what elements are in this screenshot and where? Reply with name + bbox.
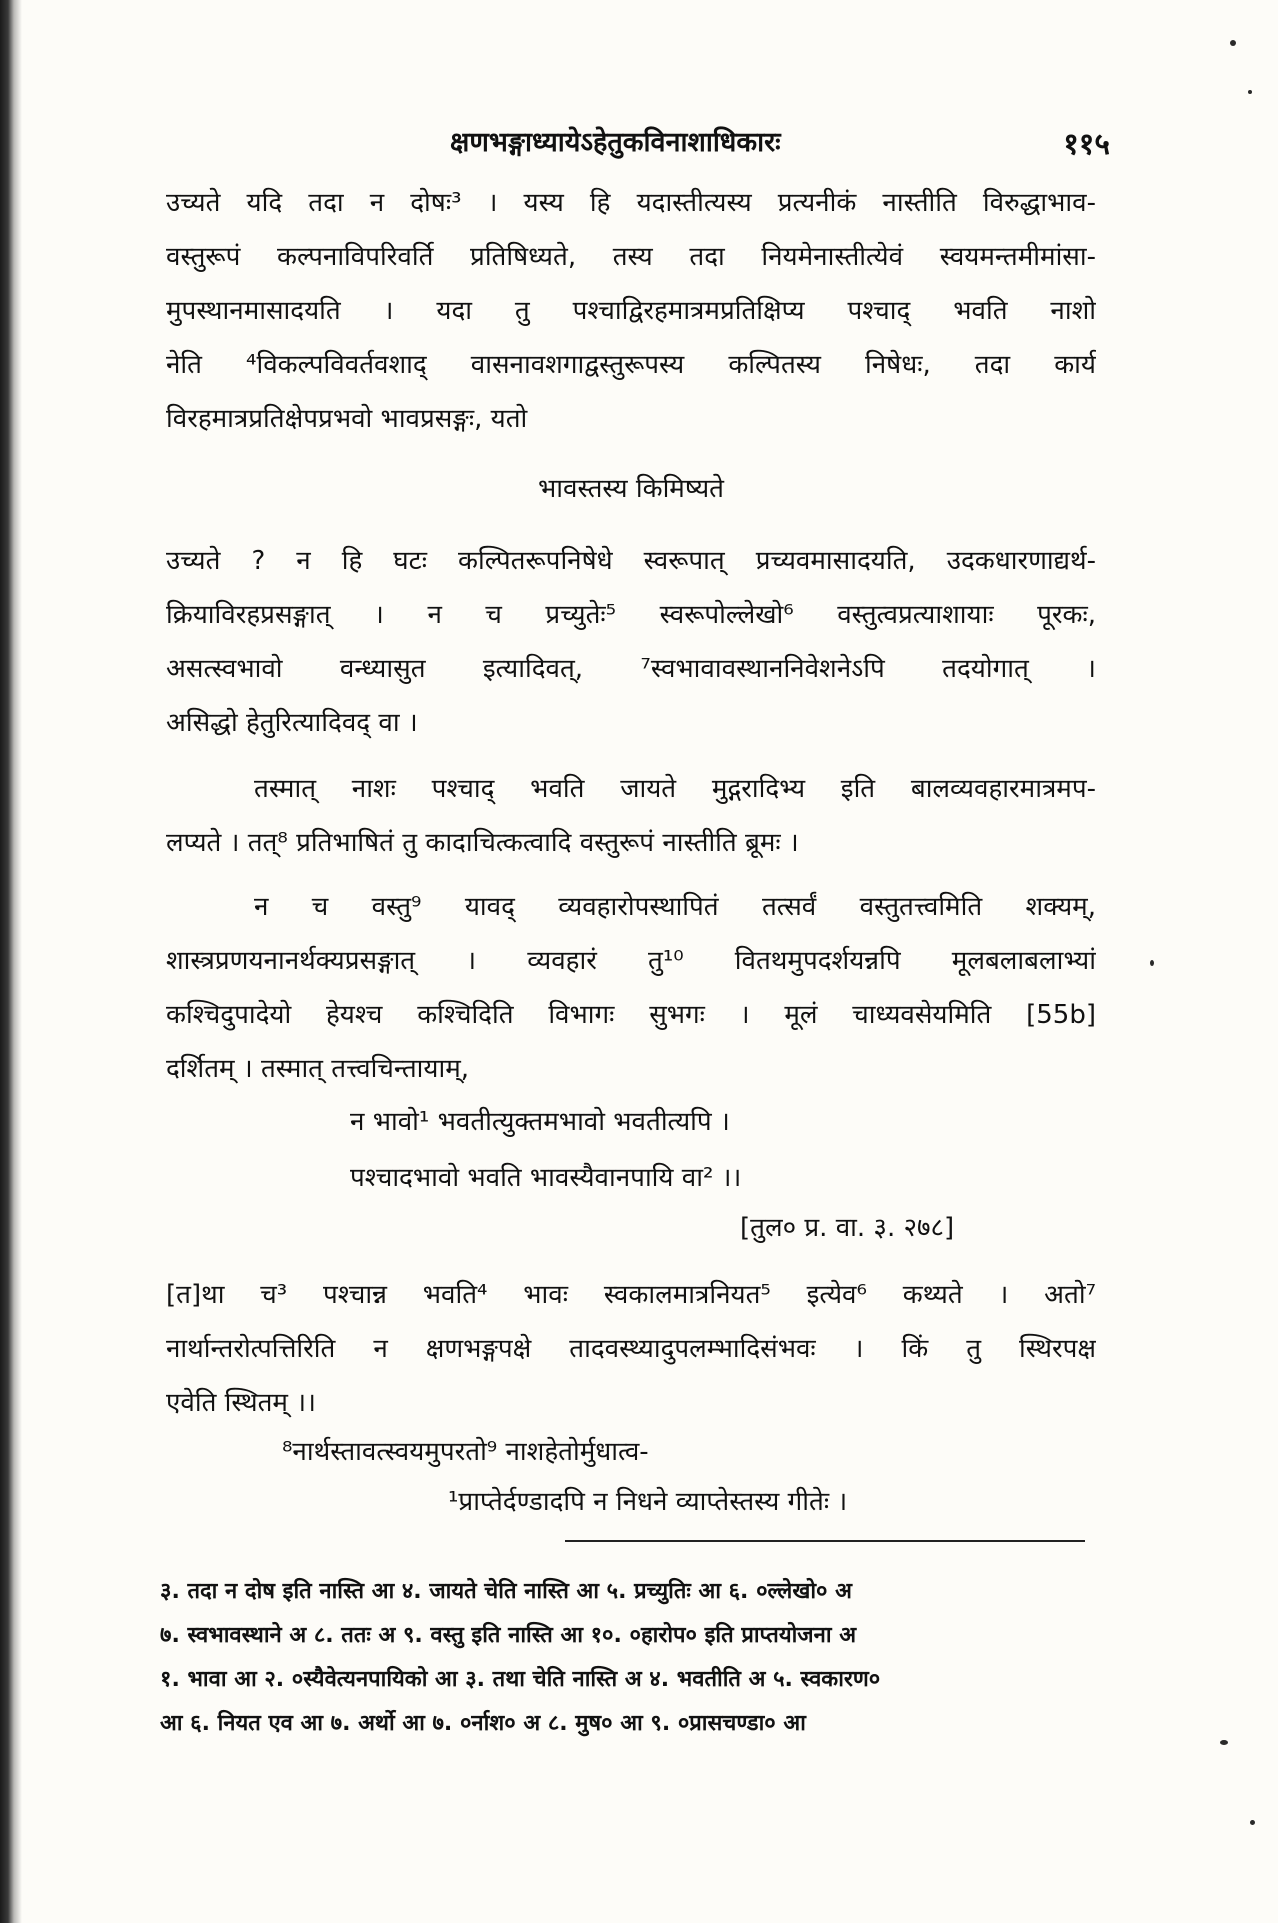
text-line: वस्तुरूपं कल्पनाविपरिवर्ति प्रतिषिध्यते, तस्य तदा नियमेनास्तीत्येवं स्वयमन्तमीमांसा-: [166, 242, 1096, 272]
footnotes: [160, 1570, 1090, 1746]
text-line: उच्यते यदि तदा न दोषः³ । यस्य हि यदास्तीत्यस्य प्रत्यनीकं नास्तीति विरुद्धाभाव-: [166, 188, 1096, 218]
text-line: न च वस्तु⁹ यावद् व्यवहारोपस्थापितं तत्सर्वं वस्तुतत्त्वमिति शक्यम्,: [254, 892, 1096, 922]
scan-speck: [1220, 1740, 1228, 1745]
verse-1-line-1: न भावो¹ भवतीत्युक्तमभावो भवतीत्यपि ।: [350, 1107, 730, 1137]
text-line: कश्चिदुपादेयो हेयश्च कश्चिदिति विभागः सुभगः । मूलं चाध्यवसेयमिति [55b]: [166, 1000, 1096, 1030]
paragraph-4: [166, 880, 1096, 1096]
footnote-line: आ ६. नियत एव आ ७. अर्थो आ ७. ०र्नाश० अ ८. मुष० आ ९. ०प्रासचण्डा० आ: [160, 1711, 806, 1736]
verse-reference: [तुल० प्र. वा. ३. २७८]: [740, 1213, 955, 1243]
text-line: असिद्धो हेतुरित्यादिवद् वा ।: [166, 708, 418, 738]
paragraph-1: [166, 176, 1096, 446]
text-line: उच्यते ? न हि घटः कल्पितरूपनिषेधे स्वरूपात् प्रच्यवमासादयति, उदकधारणाद्यर्थ-: [166, 546, 1096, 576]
text-line: नेति ⁴विकल्पविवर्तवशाद् वासनावशगाद्वस्तुरूपस्य कल्पितस्य निषेधः, तदा कार्य: [166, 350, 1096, 380]
text-line: दर्शितम् । तस्मात् तत्त्वचिन्तायाम्,: [166, 1054, 470, 1084]
text-line: असत्स्वभावो वन्ध्यासुत इत्यादिवत्, ⁷स्वभावावस्थाननिवेशनेऽपि तदयोगात् ।: [166, 654, 1096, 684]
scan-speck: [1230, 40, 1236, 46]
text-line: विरहमात्रप्रतिक्षेपप्रभवो भावप्रसङ्गः, यतो: [166, 404, 528, 434]
scan-speck: [1250, 1820, 1255, 1825]
scan-edge-left: [0, 0, 22, 1923]
paragraph-3: [166, 762, 1096, 870]
heading-text: भावस्तस्य किमिष्यते: [538, 474, 724, 504]
footnote-line: ३. तदा न दोष इति नास्ति आ ४. जायते चेति नास्ति आ ५. प्रच्युतिः आ ६. ०ल्लेखो० अ: [160, 1579, 852, 1604]
scan-speck: [1248, 90, 1252, 94]
text-line: शास्त्रप्रणयनानर्थक्यप्रसङ्गात् । व्यवहारं तु¹⁰ वितथमुपदर्शयन्नपि मूलबलाबलाभ्यां: [166, 946, 1096, 976]
scan-speck: [1150, 960, 1154, 966]
running-head: क्षणभङ्गाध्यायेऽहेतुकविनाशाधिकारः: [450, 127, 781, 158]
text-line: मुपस्थानमासादयति । यदा तु पश्चाद्विरहमात्रमप्रतिक्षिप्य पश्चाद् भवति नाशो: [166, 296, 1096, 326]
page-header: [0, 122, 1278, 166]
text-line: एवेति स्थितम् ।।: [166, 1388, 316, 1418]
paragraph-2: [166, 534, 1096, 750]
footnote-line: १. भावा आ २. ०स्यैवेत्यनपायिको आ ३. तथा चेति नास्ति अ ४. भवतीति अ ५. स्वकारण०: [160, 1667, 881, 1692]
verse-1-line-2: पश्चादभावो भवति भावस्यैवानपायि वा² ।।: [350, 1163, 742, 1193]
text-line: तस्मात् नाशः पश्चाद् भवति जायते मुद्गरादिभ्य इति बालव्यवहारमात्रमप-: [254, 774, 1096, 804]
paragraph-5: [166, 1268, 1096, 1430]
page-number: ११५: [1063, 127, 1110, 162]
text-line: नार्थान्तरोत्पत्तिरिति न क्षणभङ्गपक्षे तादवस्थ्यादुपलम्भादिसंभवः । किं तु स्थिरपक्ष: [166, 1334, 1096, 1364]
section-heading: [166, 462, 1096, 516]
verse-2-line-1: ⁸नार्थस्तावत्स्वयमुपरतो⁹ नाशहेतोर्मुधात्व-: [282, 1437, 649, 1467]
footnote-divider: [565, 1540, 1085, 1542]
text-line: क्रियाविरहप्रसङ्गात् । न च प्रच्युतेः⁵ स्वरूपोल्लेखो⁶ वस्तुत्वप्रत्याशायाः पूरकः,: [166, 600, 1096, 630]
footnote-line: ७. स्वभावस्थाने अ ८. ततः अ ९. वस्तु इति नास्ति आ १०. ०हारोप० इति प्राप्तयोजना अ: [160, 1623, 857, 1648]
text-line: लप्यते । तत्⁸ प्रतिभाषितं तु कादाचित्कत्वादि वस्तुरूपं नास्तीति ब्रूमः ।: [166, 828, 799, 858]
text-line: [त]था च³ पश्चान्न भवति⁴ भावः स्वकालमात्रनियत⁵ इत्येव⁶ कथ्यते । अतो⁷: [166, 1280, 1096, 1310]
verse-2-line-2: ¹प्राप्तेर्दण्डादपि न निधने व्याप्तेस्तस्य गीतेः ।: [448, 1487, 848, 1517]
